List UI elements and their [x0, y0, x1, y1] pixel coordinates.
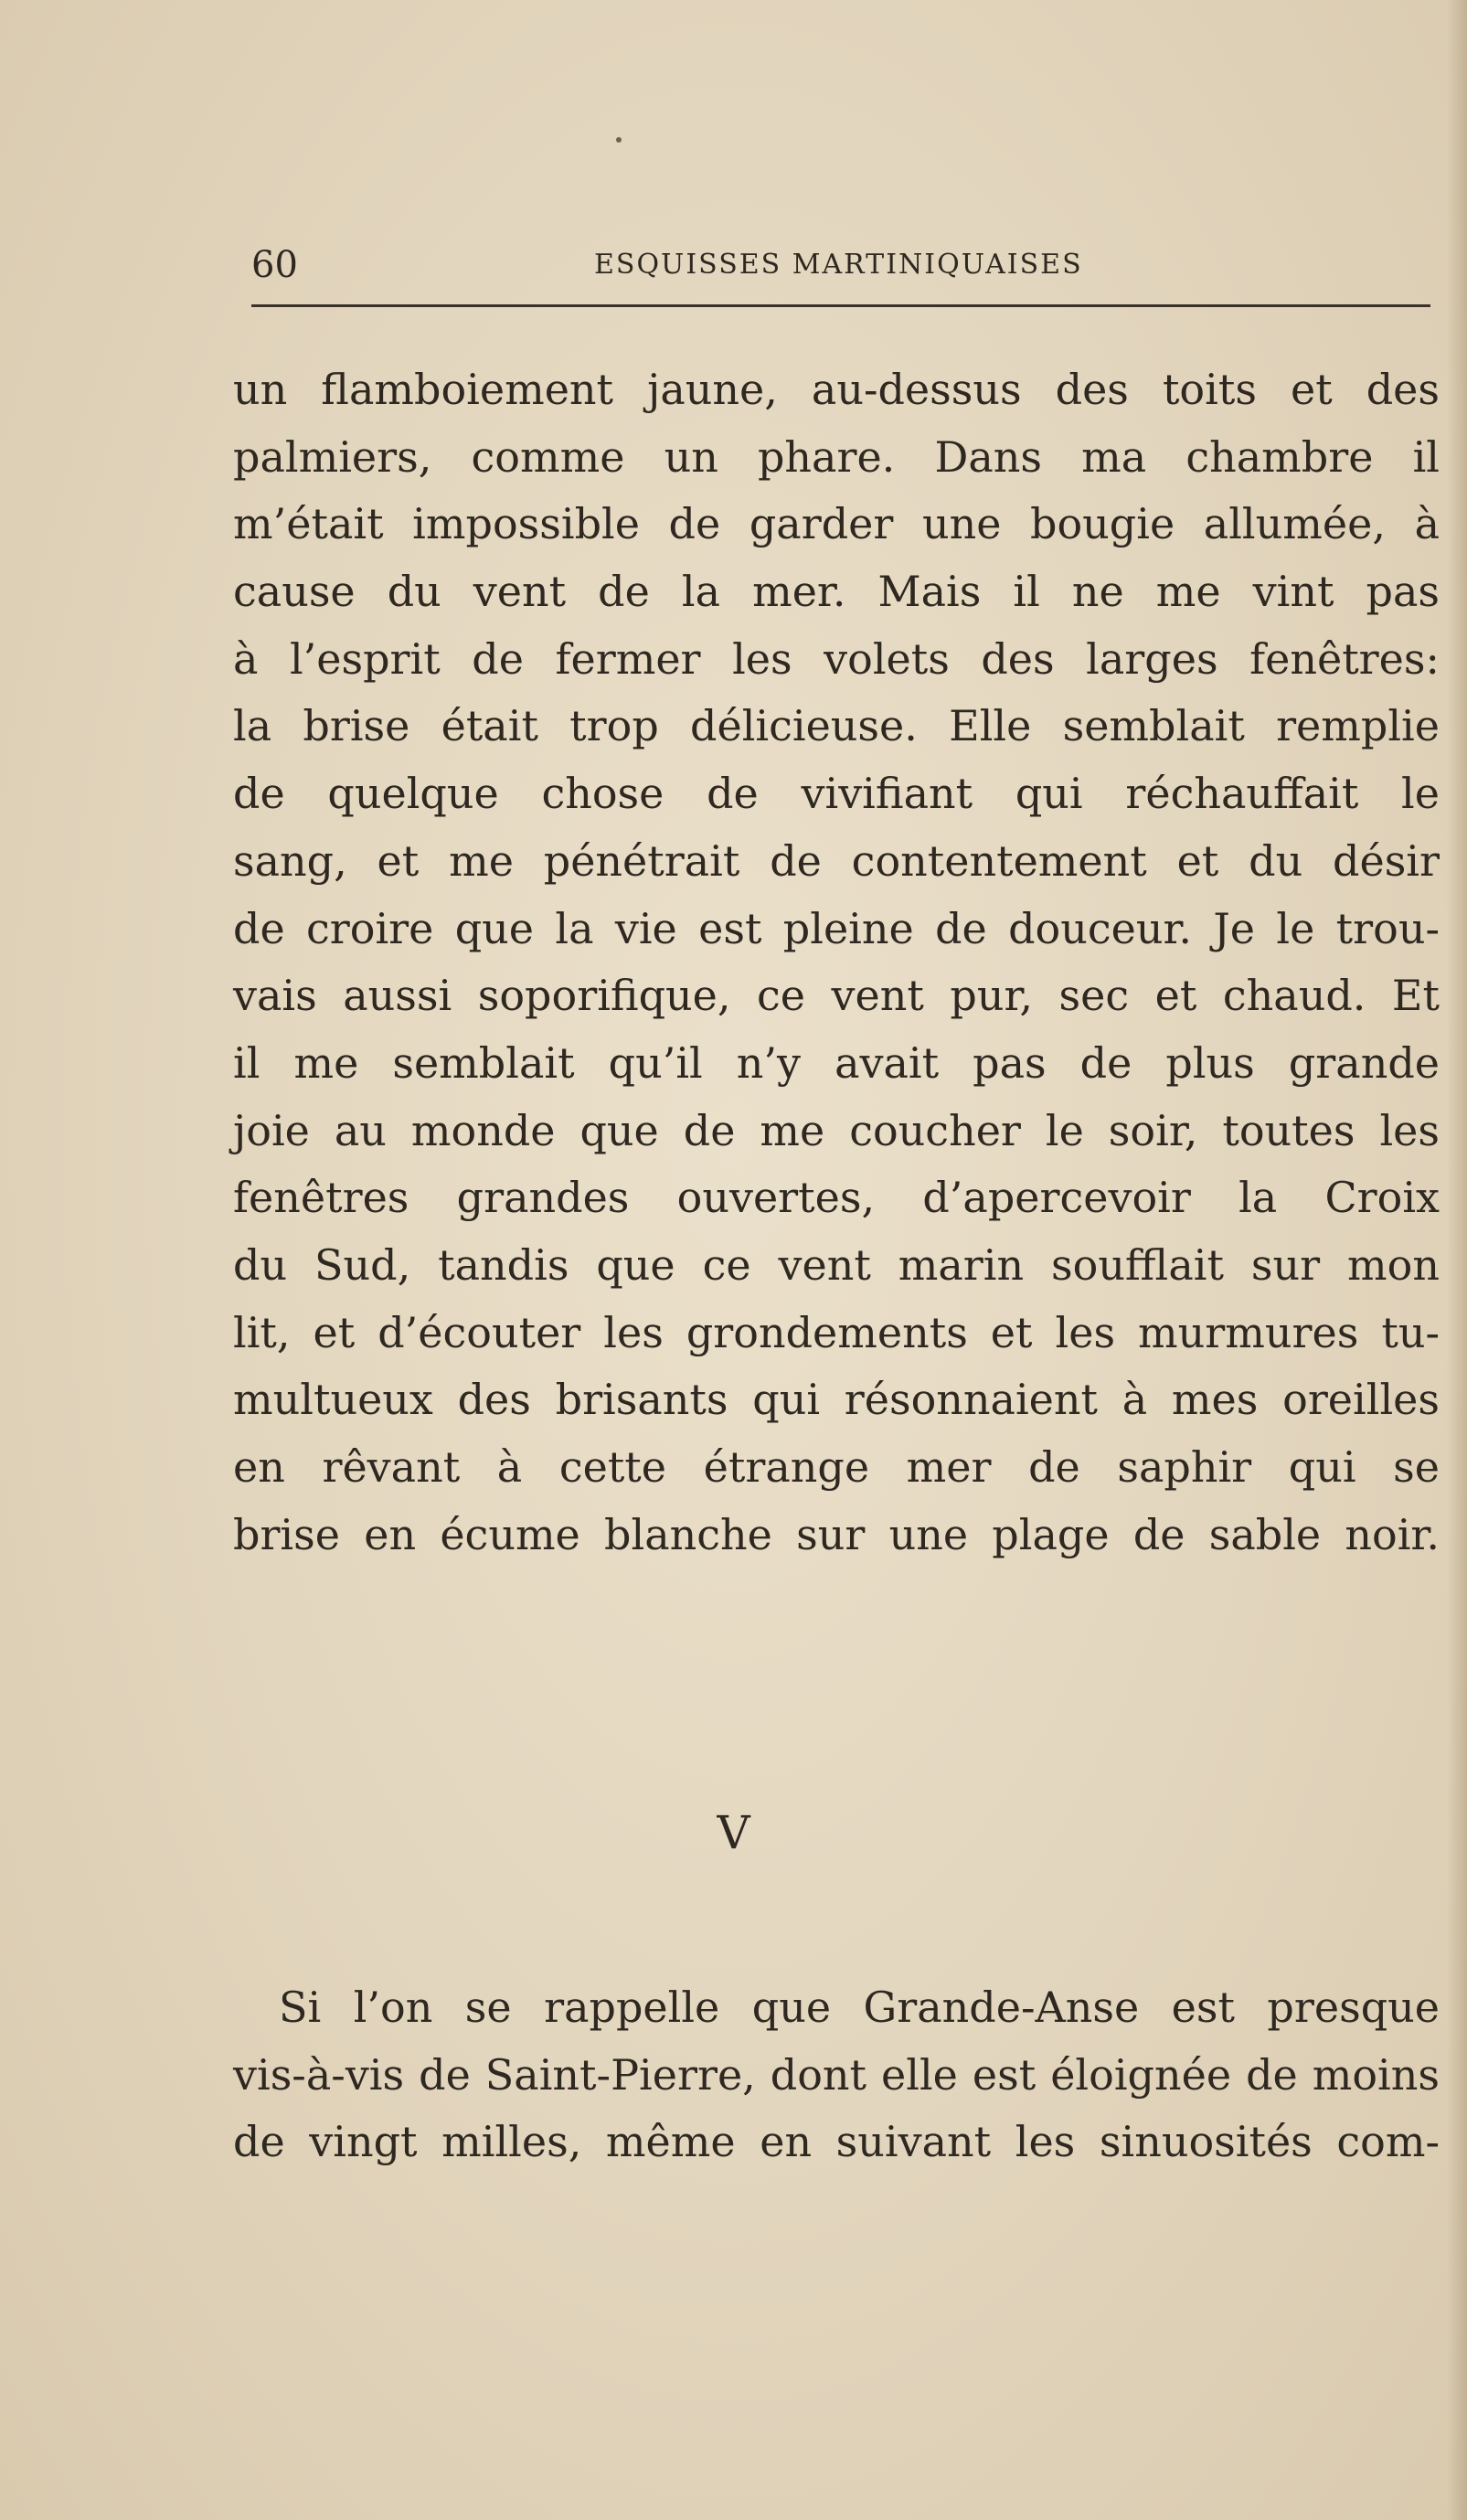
- text-line: m’était impossible de garder une bougie allumée, à: [233, 499, 1440, 549]
- header-rule: [251, 304, 1430, 307]
- ink-speck: [616, 137, 622, 143]
- text-line: à l’esprit de fermer les volets des larges fenêtres:: [233, 633, 1440, 684]
- text-line: joie au monde que de me coucher le soir, toutes les: [233, 1105, 1440, 1155]
- text-line: fenêtres grandes ouvertes, d’apercevoir la Croix: [233, 1173, 1440, 1223]
- text-line: vais aussi soporifique, ce vent pur, sec et chaud. Et: [233, 971, 1440, 1021]
- section-heading: V: [717, 1806, 750, 1859]
- text-line: lit, et d’écouter les grondements et les murmures tu-: [233, 1307, 1440, 1357]
- page-header: [251, 238, 1430, 292]
- text-line: vis-à-vis de Saint-Pierre, dont elle est éloignée de moins: [233, 2049, 1440, 2100]
- text-line: palmiers, comme un phare. Dans ma chambre il: [233, 431, 1440, 482]
- text-line: la brise était trop délicieuse. Elle semblait remplie: [233, 701, 1440, 751]
- text-line: cause du vent de la mer. Mais il ne me vint pas: [233, 567, 1440, 617]
- paragraph-1: [233, 356, 1440, 1568]
- text-line: Si l’on se rappelle que Grande-Anse est presque: [279, 1983, 1440, 2032]
- text-line: de quelque chose de vivifiant qui réchauffait le: [233, 769, 1440, 819]
- page-number: 60: [251, 244, 298, 286]
- page-edge-shadow: [1447, 0, 1467, 2520]
- text-line: il me semblait qu’il n’y avait pas de plus grande: [233, 1037, 1440, 1088]
- text-line: en rêvant à cette étrange mer de saphir qui se: [233, 1442, 1440, 1492]
- text-line: de vingt milles, même en suivant les sinuosités com-: [233, 2117, 1440, 2167]
- text-line: un flamboiement jaune, au-dessus des toits et des: [233, 365, 1440, 414]
- text-line: sang, et me pénétrait de contentement et du désir: [233, 835, 1440, 886]
- text-line: multueux des brisants qui résonnaient à mes oreilles: [233, 1375, 1440, 1425]
- paragraph-2: [233, 1974, 1440, 2176]
- running-title: ESQUISSES MARTINIQUAISES: [594, 249, 1083, 281]
- text-line: du Sud, tandis que ce vent marin soufflait sur mon: [233, 1239, 1440, 1290]
- text-line: de croire que la vie est pleine de douceur. Je le trou-: [233, 903, 1440, 953]
- text-line: brise en écume blanche sur une plage de sable noir.: [233, 1509, 1440, 1559]
